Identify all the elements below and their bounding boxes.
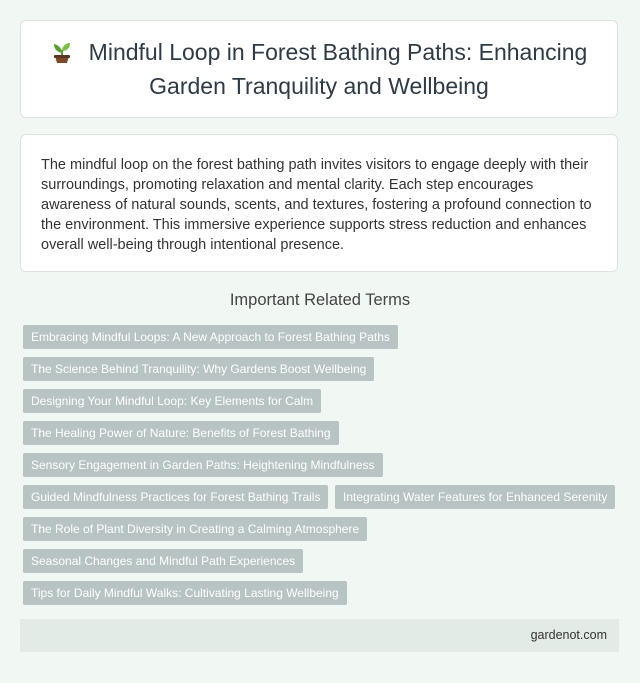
term-tag[interactable]: Integrating Water Features for Enhanced Serenity xyxy=(335,485,615,509)
footer-bar xyxy=(20,619,619,652)
term-tag[interactable]: Embracing Mindful Loops: A New Approach to Forest Bathing Paths xyxy=(23,325,398,349)
sprout-icon xyxy=(51,40,73,71)
term-tag[interactable]: The Healing Power of Nature: Benefits of Forest Bathing xyxy=(23,421,339,445)
related-terms-heading: Important Related Terms xyxy=(229,291,411,309)
page-title-text: Mindful Loop in Forest Bathing Paths: Enhancing Garden Tranquility and Wellbeing xyxy=(88,39,588,99)
term-tag[interactable]: Seasonal Changes and Mindful Path Experiences xyxy=(23,549,303,573)
term-tag[interactable]: Designing Your Mindful Loop: Key Elements for Calm xyxy=(23,389,321,413)
summary-text: The mindful loop on the forest bathing path invites visitors to engage deeply with their surroundings, promoting relaxation and mental clarity. Each step encourages awareness of natural sounds, scents, and textures, fostering a profound connection to the environment. This immersive experience supports stress reduction and enhances overall well-being through intentional presence. xyxy=(41,157,592,253)
title-card xyxy=(20,20,618,118)
footer-site-link[interactable]: gardenot.com xyxy=(530,628,607,642)
term-tag[interactable]: Tips for Daily Mindful Walks: Cultivating Lasting Wellbeing xyxy=(23,581,347,605)
term-tag[interactable]: Sensory Engagement in Garden Paths: Heightening Mindfulness xyxy=(23,453,383,477)
summary-card xyxy=(20,134,618,272)
term-tag[interactable]: Guided Mindfulness Practices for Forest Bathing Trails xyxy=(23,485,328,509)
term-tag[interactable]: The Science Behind Tranquility: Why Gardens Boost Wellbeing xyxy=(23,357,374,381)
page-title xyxy=(21,37,617,101)
term-tag[interactable]: The Role of Plant Diversity in Creating a Calming Atmosphere xyxy=(23,517,367,541)
